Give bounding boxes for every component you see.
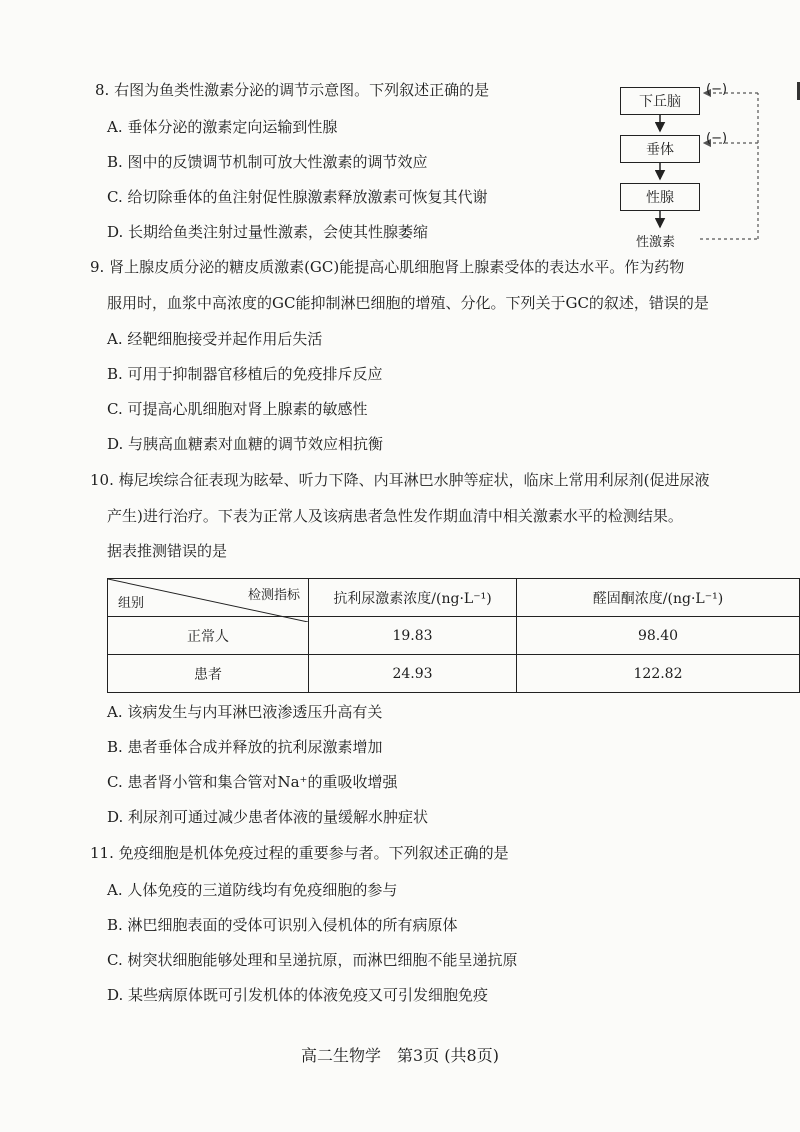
feedback-label-2: (−) [706, 131, 728, 146]
question-11-stem: 11. 免疫细胞是机体免疫过程的重要参与者。下列叙述正确的是 [90, 844, 509, 862]
table-row [108, 655, 800, 693]
question-10-option-b: B. 患者垂体合成并释放的抗利尿激素增加 [107, 738, 383, 756]
question-10-option-d: D. 利尿剂可通过减少患者体液的量缓解水肿症状 [107, 808, 429, 826]
corner-top-label: 检测指标 [247, 588, 300, 603]
question-10-stem-line-3: 据表推测错误的是 [107, 542, 228, 560]
question-9-option-c: C. 可提高心肌细胞对肾上腺素的敏感性 [107, 400, 368, 418]
column-header: 醛固酮浓度/(ng·L⁻¹) [517, 579, 800, 617]
table-cell: 24.93 [309, 655, 517, 693]
question-10-option-c: C. 患者肾小管和集合管对Na⁺的重吸收增强 [107, 773, 398, 791]
hormone-regulation-diagram [600, 82, 795, 252]
question-11-option-d: D. 某些病原体既可引发机体的体液免疫又可引发细胞免疫 [107, 986, 489, 1004]
question-8-option-a: A. 垂体分泌的激素定向运输到性腺 [107, 118, 338, 136]
question-10-stem-line-2: 产生)进行治疗。下表为正常人及该病患者急性发作期血清中相关激素水平的检测结果。 [107, 507, 683, 525]
question-8-option-b: B. 图中的反馈调节机制可放大性激素的调节效应 [107, 153, 428, 171]
question-8-option-d: D. 长期给鱼类注射过量性激素，会使其性腺萎缩 [107, 223, 429, 241]
question-8-stem: 8. 右图为鱼类性激素分泌的调节示意图。下列叙述正确的是 [95, 81, 490, 99]
question-9-stem-line-1: 9. 肾上腺皮质分泌的糖皮质激素(GC)能提高心肌细胞肾上腺素受体的表达水平。作为药物 [90, 258, 685, 276]
question-8-option-c: C. 给切除垂体的鱼注射促性腺激素释放激素可恢复其代谢 [107, 188, 488, 206]
feedback-label-1: (−) [706, 82, 728, 97]
column-header: 抗利尿激素浓度/(ng·L⁻¹) [309, 579, 517, 617]
box-hypothalamus: 下丘脑 [620, 87, 700, 115]
table-row [108, 617, 800, 655]
table-corner-cell [108, 579, 309, 617]
question-10-stem-line-1: 10. 梅尼埃综合征表现为眩晕、听力下降、内耳淋巴水肿等症状，临床上常用利尿剂(促进尿液 [90, 471, 710, 489]
table-cell: 122.82 [517, 655, 800, 693]
question-9-option-d: D. 与胰高血糖素对血糖的调节效应相抗衡 [107, 435, 384, 453]
question-9-stem-line-2: 服用时，血浆中高浓度的GC能抑制淋巴细胞的增殖、分化。下列关于GC的叙述，错误的是 [107, 294, 709, 312]
table-cell-group: 正常人 [108, 617, 309, 655]
question-11-option-b: B. 淋巴细胞表面的受体可识别入侵机体的所有病原体 [107, 916, 458, 934]
table-cell-group: 患者 [108, 655, 309, 693]
label-sex-hormone: 性激素 [636, 235, 676, 250]
question-10-option-a: A. 该病发生与内耳淋巴液渗透压升高有关 [107, 703, 383, 721]
table-cell: 98.40 [517, 617, 800, 655]
table-header-row [108, 579, 800, 617]
table-cell: 19.83 [309, 617, 517, 655]
corner-bottom-label: 组别 [118, 596, 145, 611]
hormone-level-table [107, 578, 800, 693]
question-11-option-c: C. 树突状细胞能够处理和呈递抗原，而淋巴细胞不能呈递抗原 [107, 951, 518, 969]
question-9-option-b: B. 可用于抑制器官移植后的免疫排斥反应 [107, 365, 383, 383]
page-footer: 高二生物学 第3页 (共8页) [301, 1046, 499, 1065]
question-11-option-a: A. 人体免疫的三道防线均有免疫细胞的参与 [107, 881, 398, 899]
question-9-option-a: A. 经靶细胞接受并起作用后失活 [107, 330, 323, 348]
box-pituitary: 垂体 [620, 135, 700, 163]
box-gonad: 性腺 [620, 183, 700, 211]
